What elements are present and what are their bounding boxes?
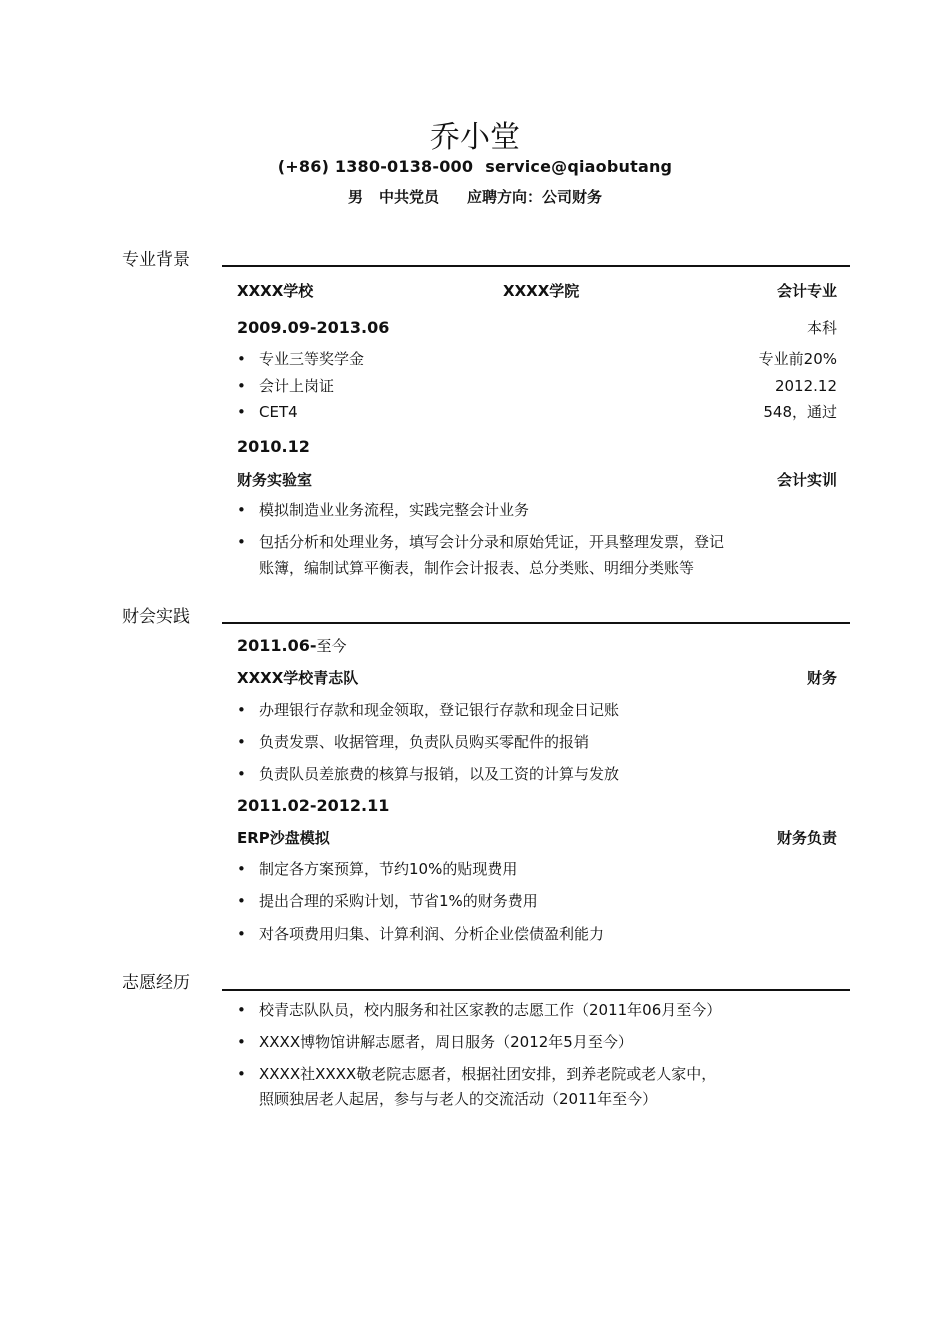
bullet-icon: • bbox=[237, 377, 246, 395]
bullet-icon: • bbox=[237, 1065, 246, 1083]
list-item-value: 2012.12 bbox=[774, 377, 837, 395]
personal-info-line bbox=[0, 186, 950, 207]
job-date-end: 至今 bbox=[316, 637, 347, 655]
bullet-icon: • bbox=[237, 701, 246, 719]
bullet-icon: • bbox=[237, 892, 246, 910]
list-item-text: 对各项费用归集、计算利润、分析企业偿债盈利能力 bbox=[259, 925, 605, 943]
job-org: ERP沙盘模拟 bbox=[237, 829, 330, 847]
section-divider bbox=[222, 622, 850, 624]
training-date-row bbox=[237, 437, 837, 457]
job-date-row bbox=[237, 636, 837, 656]
phone-number: (+86) 1380-0138-000 bbox=[277, 157, 474, 176]
degree: 本科 bbox=[806, 319, 837, 337]
job-role: 财务负责 bbox=[776, 829, 837, 847]
bullet-icon: • bbox=[237, 403, 246, 421]
bullet-icon: • bbox=[237, 860, 246, 878]
gender: 男 bbox=[347, 188, 363, 206]
education-period: 2009.09-2013.06 bbox=[237, 318, 390, 337]
section-title-practice: 财会实践 bbox=[122, 607, 190, 627]
training-date: 2010.12 bbox=[237, 437, 310, 456]
bullet-icon: • bbox=[237, 1033, 246, 1051]
education-header-row bbox=[237, 281, 837, 301]
political-status: 中共党员 bbox=[378, 188, 439, 206]
list-item-text: CET4 bbox=[259, 403, 298, 421]
list-item-text: 办理银行存款和现金领取，登记银行存款和现金日记账 bbox=[259, 701, 620, 719]
list-item-value: 专业前20% bbox=[758, 350, 837, 368]
bullet-icon: • bbox=[237, 501, 246, 519]
section-divider bbox=[222, 265, 850, 267]
job-date: 2011.02-2012.11 bbox=[237, 796, 390, 815]
college-name: XXXX学院 bbox=[503, 282, 580, 300]
bullet-icon: • bbox=[237, 733, 246, 751]
list-item-text: XXXX博物馆讲解志愿者，周日服务（2012年5月至今） bbox=[259, 1033, 633, 1051]
education-period-row bbox=[237, 318, 837, 338]
list-item-text: 提出合理的采购计划，节省1%的财务费用 bbox=[259, 892, 538, 910]
school-name: XXXX学校 bbox=[237, 282, 314, 300]
job-org-row bbox=[237, 828, 837, 848]
section-title-volunteer: 志愿经历 bbox=[122, 973, 190, 993]
job-date-start: 2011.06- bbox=[237, 636, 317, 655]
major-name: 会计专业 bbox=[776, 282, 837, 300]
list-item-text: 账簿，编制试算平衡表，制作会计报表、总分类账、明细分类账等 bbox=[259, 559, 695, 577]
candidate-name: 乔小堂 bbox=[430, 120, 520, 155]
job-date-row bbox=[237, 796, 837, 816]
bullet-icon: • bbox=[237, 1001, 246, 1019]
list-item-text: 专业三等奖学金 bbox=[259, 350, 365, 368]
bullet-icon: • bbox=[237, 765, 246, 783]
section-title-education: 专业背景 bbox=[122, 250, 190, 270]
list-item-text: 包括分析和处理业务，填写会计分录和原始凭证，开具整理发票，登记 bbox=[259, 533, 725, 551]
list-item-text: 会计上岗证 bbox=[259, 377, 335, 395]
list-item-text: 校青志队队员，校内服务和社区家教的志愿工作（2011年06月至今） bbox=[259, 1001, 722, 1019]
bullet-icon: • bbox=[237, 350, 246, 368]
section-divider bbox=[222, 989, 850, 991]
job-org: XXXX学校青志队 bbox=[237, 669, 359, 687]
email-address: service@qiaobutang bbox=[485, 157, 673, 176]
list-item-text: 模拟制造业业务流程，实践完整会计业务 bbox=[259, 501, 530, 519]
training-org: 财务实验室 bbox=[237, 471, 313, 489]
list-item-value: 548，通过 bbox=[763, 403, 837, 421]
job-role: 财务 bbox=[806, 669, 837, 687]
list-item-text: 照顾独居老人起居，参与与老人的交流活动（2011年至今） bbox=[259, 1090, 658, 1108]
training-org-row bbox=[237, 470, 837, 490]
contact-line bbox=[0, 157, 950, 176]
list-item-text: 负责队员差旅费的核算与报销，以及工资的计算与发放 bbox=[259, 765, 620, 783]
bullet-icon: • bbox=[237, 533, 246, 551]
training-role: 会计实训 bbox=[776, 471, 837, 489]
list-item-text: 制定各方案预算，节约10%的贴现费用 bbox=[259, 860, 518, 878]
list-item-text: XXXX社XXXX敬老院志愿者，根据社团安排，到养老院或老人家中， bbox=[259, 1065, 717, 1083]
job-target: 应聘方向：公司财务 bbox=[467, 188, 603, 206]
bullet-icon: • bbox=[237, 925, 246, 943]
list-item-text: 负责发票、收据管理，负责队员购买零配件的报销 bbox=[259, 733, 590, 751]
job-org-row bbox=[237, 668, 837, 688]
